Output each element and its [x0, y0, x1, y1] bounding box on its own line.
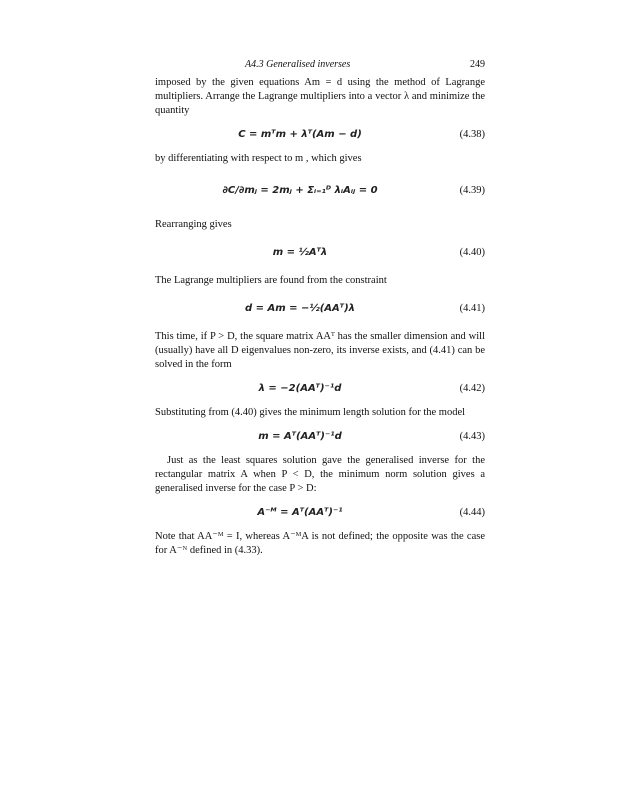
paragraph: imposed by the given equations Am = d using the method of Lagrange multipliers. Arrange the Lagrange multipliers into a vector λ and minimize the quantity: [155, 77, 485, 116]
equation-4-39: [155, 172, 485, 212]
paragraph: This time, if P > D, the square matrix AAᵀ has the smaller dimension and will (usually) have all D eigenvalues non-zero, its inverse exists, and (4.41) can be solved in the form: [155, 331, 485, 370]
section-title: A4.3 Generalised inverses: [245, 59, 351, 70]
equation-body: A⁻ᴹ = Aᵀ(AAᵀ)⁻¹: [257, 507, 343, 518]
equation-body: ∂C/∂mⱼ = 2mⱼ + Σᵢ₌₁ᴰ λᵢAᵢⱼ = 0: [222, 185, 378, 196]
paragraph: Substituting from (4.40) gives the minimum length solution for the model: [155, 407, 466, 418]
equation-body: λ = −2(AAᵀ)⁻¹d: [258, 383, 342, 394]
page: [155, 58, 485, 558]
equation-number: (4.44): [459, 507, 485, 518]
equation-body: m = Aᵀ(AAᵀ)⁻¹d: [258, 431, 342, 442]
paragraph: by differentiating with respect to m , which gives: [155, 153, 362, 164]
paragraph: The Lagrange multipliers are found from the constraint: [155, 275, 387, 286]
equation-4-42: [155, 378, 485, 400]
equation-number: (4.39): [459, 185, 485, 196]
equation-4-41: [155, 294, 485, 324]
equation-number: (4.40): [459, 247, 485, 258]
equation-number: (4.42): [459, 383, 485, 394]
equation-4-40: [155, 238, 485, 268]
equation-number: (4.41): [459, 303, 485, 314]
equation-4-38: [155, 124, 485, 146]
equation-4-43: [155, 426, 485, 448]
equation-4-44: [155, 502, 485, 524]
equation-number: (4.38): [459, 129, 485, 140]
paragraph: Just as the least squares solution gave the generalised inverse for the rectangular matrix A when P < D, the minimum norm solution gives a generalised inverse for the case P > D:: [155, 455, 485, 494]
equation-body: C = mᵀm + λᵀ(Am − d): [238, 129, 362, 140]
page-number: 249: [470, 59, 485, 70]
equation-body: m = ½Aᵀλ: [272, 247, 328, 258]
equation-number: (4.43): [459, 431, 485, 442]
paragraph: Note that AA⁻ᴹ = I, whereas A⁻ᴹA is not defined; the opposite was the case for A⁻ᴺ defined in (4.33).: [155, 531, 485, 556]
paragraph: Rearranging gives: [155, 219, 232, 230]
equation-body: d = Am = −½(AAᵀ)λ: [245, 303, 355, 314]
running-head: [155, 58, 485, 76]
